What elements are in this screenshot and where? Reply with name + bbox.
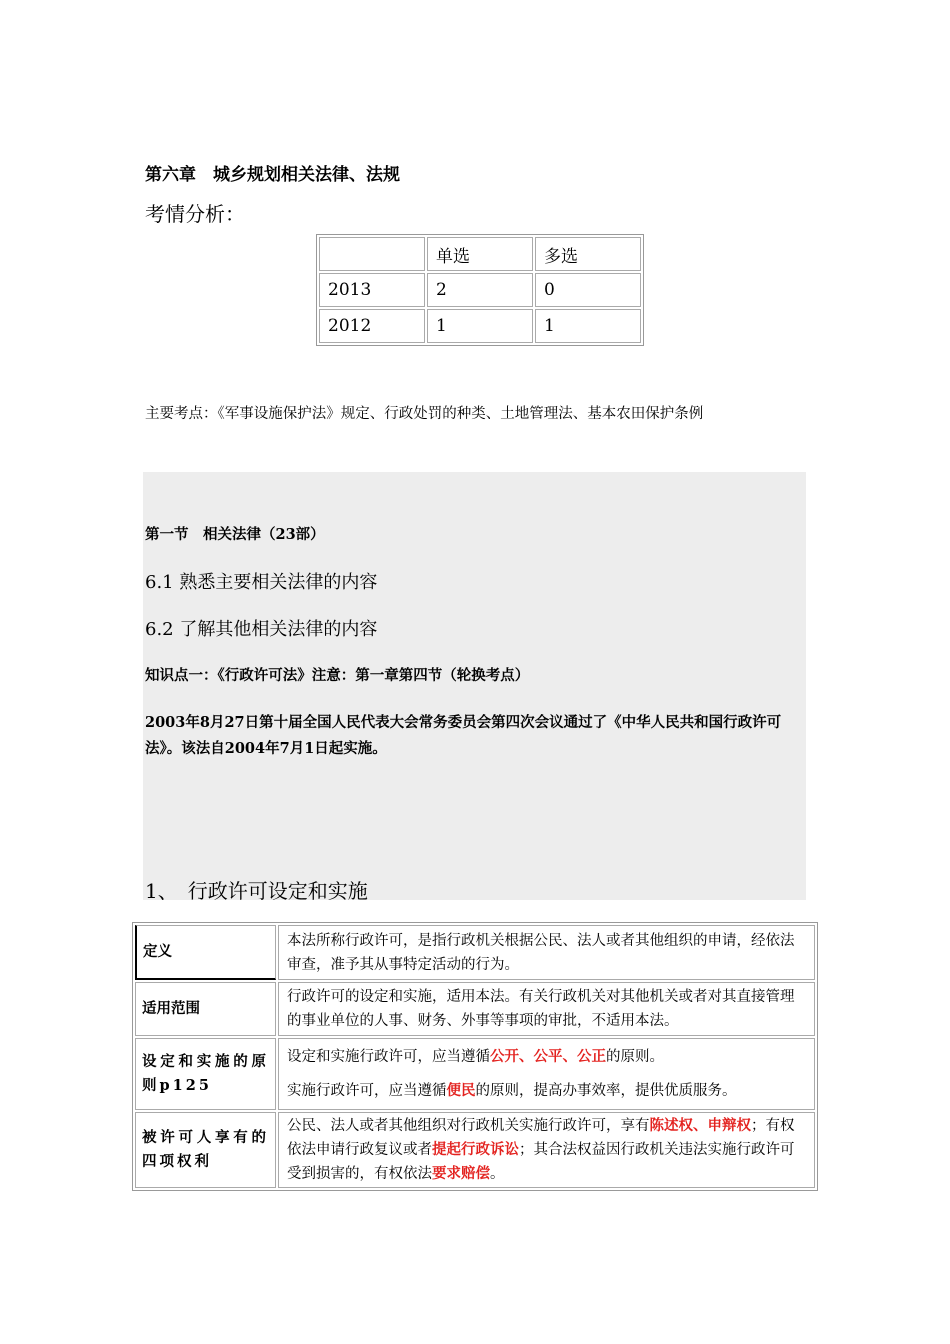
knowledge-point: 知识点一：《行政许可法》注意：第一章第四节（轮换考点）	[145, 667, 530, 684]
text-run: 。	[490, 1166, 505, 1182]
law-paragraph: 2003年8月27日第十届全国人民代表大会常务委员会第四次会议通过了《中华人民共和国行政许可法》。该法自2004年7月1日起实施。	[145, 714, 782, 757]
principle-line-2	[287, 1079, 806, 1103]
key-points: 主要考点：《军事设施保护法》规定、行政处罚的种类、土地管理法、基本农田保护条例	[145, 406, 704, 422]
stats-table	[316, 234, 644, 346]
highlight-text: 要求赔偿	[432, 1165, 490, 1182]
table-cell: 0	[535, 273, 641, 307]
text-run: 公民、法人或者其他组织对行政机关实施行政许可，享有	[287, 1118, 650, 1134]
highlight-text: 提起行政诉讼	[432, 1141, 519, 1158]
table-row	[135, 925, 815, 980]
table-row	[319, 309, 641, 343]
table-header-multi: 多选	[535, 237, 641, 271]
text-run: ；有权依法申请行政复议或者	[287, 1118, 795, 1158]
table-row	[135, 1038, 815, 1110]
table-cell: 1	[427, 309, 533, 343]
row-text-rights	[278, 1112, 815, 1188]
subsection-heading: 1、 行政许可设定和实施	[145, 879, 368, 903]
table-row	[135, 982, 815, 1036]
text-run: 的原则，提高办事效率，提供优质服务。	[475, 1083, 737, 1099]
table-cell	[319, 237, 425, 271]
row-label-principle: 设定和实施的原则p125	[135, 1038, 276, 1110]
text-run: 实施行政许可，应当遵循	[287, 1083, 447, 1099]
chapter-title: 第六章 城乡规划相关法律、法规	[145, 165, 400, 185]
table-cell: 2013	[319, 273, 425, 307]
law-table	[132, 922, 818, 1191]
table-cell: 1	[535, 309, 641, 343]
row-label-rights: 被许可人享有的四项权利	[135, 1112, 276, 1188]
highlight-text: 公开、公平、公正	[490, 1048, 606, 1065]
row-label-definition: 定义	[135, 925, 276, 980]
row-label-scope: 适用范围	[135, 982, 276, 1036]
principle-line-1	[287, 1045, 806, 1069]
row-text-definition: 本法所称行政许可，是指行政机关根据公民、法人或者其他组织的申请，经依法审查，准予其从事特定活动的行为。	[278, 925, 815, 980]
analysis-label: 考情分析：	[145, 202, 245, 226]
section-title: 第一节 相关法律（23部）	[145, 526, 325, 543]
table-header-single: 单选	[427, 237, 533, 271]
text-run: 设定和实施行政许可，应当遵循	[287, 1049, 490, 1065]
table-cell: 2	[427, 273, 533, 307]
row-text-scope: 行政许可的设定和实施，适用本法。有关行政机关对其他机关或者对其直接管理的事业单位的人事、财务、外事等事项的审批，不适用本法。	[278, 982, 815, 1036]
table-row	[319, 273, 641, 307]
requirement-item: 6.1 熟悉主要相关法律的内容	[145, 572, 378, 593]
row-text-principle	[278, 1038, 815, 1110]
table-row	[135, 1112, 815, 1188]
highlight-text: 陈述权、申辩权	[649, 1117, 751, 1134]
text-run: 的原则。	[606, 1049, 664, 1065]
highlight-text: 便民	[446, 1082, 476, 1099]
table-cell: 2012	[319, 309, 425, 343]
text-run: ；其合法权益因行政机关违法实施行政许可受到损害的，有权依法	[287, 1142, 795, 1182]
requirement-item: 6.2 了解其他相关法律的内容	[145, 619, 378, 640]
table-row	[319, 237, 641, 271]
